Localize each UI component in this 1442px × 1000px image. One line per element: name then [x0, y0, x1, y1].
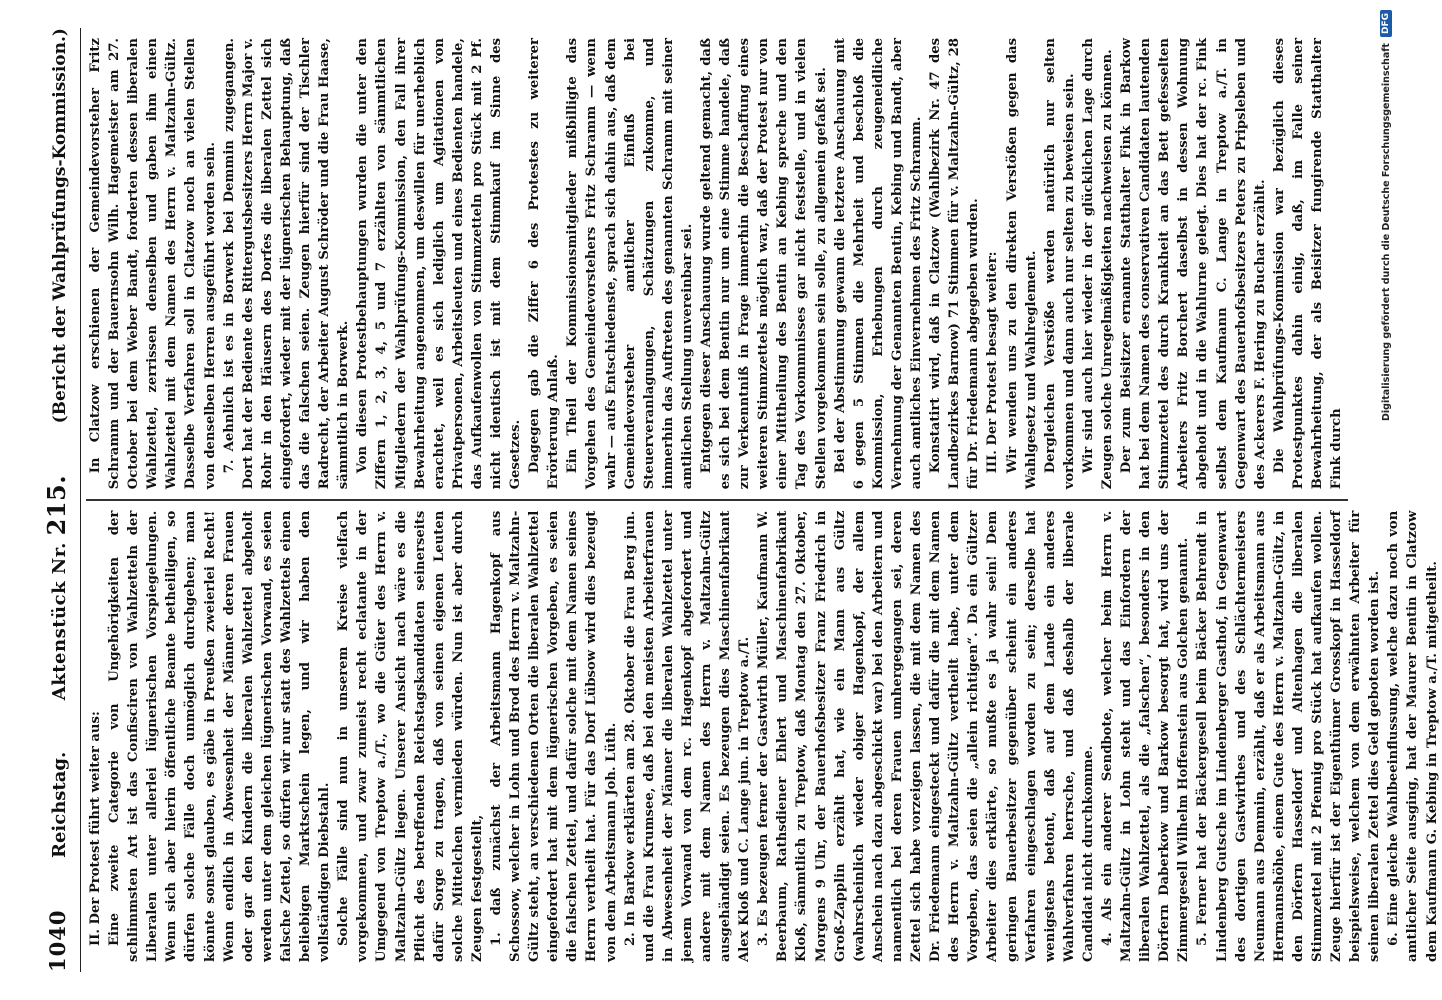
- digitization-credit: [1380, 10, 1392, 421]
- right-column: [86, 28, 1348, 499]
- column-divider: [86, 499, 1348, 500]
- header-right-title: (Bericht der Wahlprüfungs-Kommission.): [50, 28, 70, 424]
- paragraph: Wir wenden uns zu den direkten Verstößen gegen das Wahlgesetz und Wahlreglement.: [1004, 37, 1039, 490]
- paragraph: Eine zweite Categorie von Ungehörigkeiten der schlimmsten Art ist das Confisciren von Wahlzetteln der Liberalen unter allerlei lügnerischen Vorspiegelungen. Wenn sich aber hierin öffentliche Beamte betheiligen, so dürfen solche Fälle doch unmöglich durchgehen; man könnte sonst glauben, es gäbe in Preußen zweierlei Recht! Wenn endlich in Abwesenheit der Männer deren Frauen oder gar den Kindern die liberalen Wahlzettel abgeholt werden unter dem gleichen lügnerischen Vorwand, es seien falsche Zettel, so dürfen wir nur statt des Wahlzettels einen beliebigen Marktschein legen, und wir haben den vollständigen Diebstahl.: [107, 510, 333, 962]
- paragraph: 2. In Barkow erklärten am 28. Oktober die Frau Berg jun. und die Frau Krumsee, daß bei den meisten Arbeiterfrauen in Abwesenheit der Männer die liberalen Wahlzettel unter jenem Vorwand von dem rc. Hagenkopf abgefordert und andere mit dem Namen des Herrn v. Maltzahn-Gültz ausgehändigt seien. Es bezeugen dies Maschinenfabrikant Alex Kloß und C. Lange jun. in Treptow a./T.: [622, 510, 753, 962]
- paragraph: 6. Eine gleiche Wahlbeeinflussung, welche dazu noch von amtlicher Seite ausging, hat der Maurer Bentin in Clatzow dem Kaufmann G. Kebing in Treptow a./T. mitgetheilt.: [1386, 510, 1440, 962]
- credit-text: Digitalisierung gefördert durch die Deutsche Forschungsgemeinschaft: [1380, 43, 1392, 421]
- header-document-prefix: Aktenstück Nr.: [49, 542, 70, 701]
- paragraph: Dergleichen Verstöße werden natürlich nur selten vorkommen und dann auch nur selten zu beweisen sein.: [1042, 37, 1077, 490]
- paragraph: Dagegen gab die Ziffer 6 des Protestes zu weiterer Erörterung Anlaß.: [527, 37, 562, 490]
- page-header: [42, 28, 81, 972]
- header-document-number: [42, 475, 71, 700]
- paragraph: 7. Aehnlich ist es in Borwerk bei Demmin zugegangen. Dort hat der Bediente des Rittergutsbesitzers Herrn Major v. Rohr in den Häusern des Dorfes die liberalen Zettel sich eingefordert, wieder mit der lügnerischen Behauptung, daß das die falschen seien. Zeugen hierfür sind der Tischler Radrecht, der Arbeiter August Schröder und die Frau Haase, sämmtlich in Borwerk.: [221, 37, 352, 490]
- header-left-title: Reichstag.: [49, 751, 70, 859]
- paragraph: Von diesen Protestbehauptungen wurden die unter den Ziffern 1, 2, 3, 4, 5 und 7 erzählten von sämmtlichen Mitgliedern der Wahlprüfungs-Kommission, den Fall ihrer Bewahrheitung angenommen, um deswillen für unerheblich erachtet, weil es sich lediglich um Agitationen von Privatpersonen, Arbeitsleuten und eines Bedienten handele, das Aufkaufenwollen von Stimmzetteln pro Stück mit 2 Pf. nicht identisch ist mit dem Stimmkauf im Sinne des Gesetzes.: [355, 37, 524, 490]
- paragraph: Konstatirt wird, daß in Clatzow (Wahlbezirk Nr. 47 des Landbezirkes Barnow) 71 Stimmen für v. Maltzahn-Gültz, 28 für Dr. Friedemann abgegeben wurden.: [928, 37, 982, 490]
- left-column: [86, 501, 1440, 972]
- header-document-number-value: 215.: [42, 474, 71, 536]
- paragraph: Bei der Abstimmung gewann die letztere Anschauung mit 6 gegen 5 Stimmen die Mehrheit und beschloß die Kommission, Erhebungen durch zeugeneidliche Vernehmung der Genannten Bentin, Kebing und Bandt, aber auch amtliches Einvernehmen des Fritz Schramm.: [832, 37, 925, 490]
- paragraph: 5. Ferner hat der Bäckergesell beim Bäcker Behrendt in Lindenberg Gutsche im Lindenberger Gasthof, in Gegenwart des dortigen Gastwirthes und des Schlächtermeisters Neumann aus Demmin, erzählt, daß er als Arbeitsmann aus Hermannshöhe, einem Gute des Herrn v. Maltzahn-Gültz, in den Dörfern Hasseldorf und Altenhagen die liberalen Stimmzettel mit 2 Pfennig pro Stück hat aufkaufen wollen. Zeuge hierfür ist der Eigenthümer Grosskopf in Hasseldorf beispielsweise, welchem von dem erwähnten Arbeiter für seinen liberalen Zettel dies Geld geboten worden ist.: [1195, 510, 1383, 962]
- paragraph: Wir sind auch hier wieder in der glücklichen Lage durch Zeugen solche Unregelmäßigkeiten nachweisen zu können.: [1080, 37, 1115, 490]
- paragraph: Ein Theil der Kommissionsmitglieder mißbilligte das Vorgehen des Gemeindevorstehers Fritz Schramm — wenn wahr — aufs Entschiedenste, sprach sich dahin aus, daß dem Gemeindevorsteher amtlicher Einfluß bei Steuerveranlagungen, Schätzungen zukomme, und immerhin das Auftreten des genannten Schramm mit seiner amtlichen Stellung unvereinbar sei.: [565, 37, 695, 490]
- paragraph: Solche Fälle sind nun in unserem Kreise vielfach vorgekommen, und zwar zumeist recht eclatante in der Umgegend von Treptow a./T., wo die Güter des Herrn v. Maltzahn-Gültz liegen. Unserer Ansicht nach wäre es die Pflicht des betreffenden Reichstagskandidaten seinerseits dafür Sorge zu tragen, daß von seinen eigenen Leuten solche Mittelchen vermieden würden. Nun ist aber durch Zeugen festgestellt,: [336, 510, 485, 962]
- paragraph: III. Der Protest besagt weiter:: [985, 251, 1001, 474]
- paragraph: 4. Als ein anderer Sendbote, welcher beim Herrn v. Maltzahn-Gültz in Lohn steht und das Einfordern der liberalen Wahlzettel, als die „falschen“, besonders in den Dörfern Daberkow und Barkow besorgt hat, wird uns der Zimmergesell Wilhelm Hoffenstein aus Golchen genannt.: [1099, 510, 1192, 962]
- paragraph: In Clatzow erschienen der Gemeindevorsteher Fritz Schramm und der Bauernsohn Wilh. Hagemeister am 27. October bei dem Weber Bandt, forderten dessen liberalen Wahlzettel, zerrissen denselben und gaben ihm einen Wahlzettel mit dem Namen des Herrn v. Maltzahn-Gültz. Dasselbe Verfahren soll in Clatzow noch an vielen Stellen von denselben Herren ausgeführt worden sein.: [88, 37, 218, 490]
- paragraph: Entgegen dieser Anschauung wurde geltend gemacht, daß es sich bei dem Bentin nur um eine Stimme handele, daß zur Verkenntniß in Frage immerhin die Beschaffung eines weiteren Stimmzettels möglich war, daß der Protest nur von einer Mittheilung des Bentin an Kebing spreche und den Tag des Vorkommnisses gar nicht feststelle, und in vielen Stellen vorgekommen sein solle, zu allgemein gefaßt sei.: [699, 37, 829, 490]
- paragraph: Der zum Beisitzer ernannte Statthalter Fink in Barkow hat bei dem Namen des conservativen Candidaten lautenden Stimmzettel des durch Krankheit an das Bett gefesselten Arbeiters Fritz Borchert daselbst in dessen Wohnung abgeholt und in die Wahlurne gelegt. Dies hat der rc. Fink selbst dem Kaufmann C. Lange in Treptow a./T. in Gegenwart des Bauerhofsbesitzers Peters zu Pripsleben und des Ackerers F. Hering zu Buchar erzählt.: [1119, 37, 1268, 490]
- page-number: 1040: [45, 909, 70, 972]
- paragraph: 3. Es bezeugen ferner der Gastwirth Müller, Kaufmann W. Beerbaum, Rathsdiener Ehlert und Maschinenfabrikant Kloß, sämmtlich zu Treptow, daß Montag den 27. Oktober, Morgens 9 Uhr, der Bauerhofsbesitzer Franz Friedrich in Groß-Zapplin erzählt hat, wie ein Mann aus Gültz (wahrscheinlich wieder obiger Hagenkopf, der allem Anschein nach dazu abgeschickt war) bei den Arbeitern und namentlich bei deren Frauen umhergegangen sei, deren Zettel sich habe vorzeigen lassen, die mit dem Namen des Dr. Friedemann eingesteckt und dafür die mit dem Namen des Herrn v. Maltzahn-Gültz vertheilt habe, unter dem Vorgeben, das seien die „allein richtigen“. Da ein Gültzer Arbeiter dies erklärte, so mußte es ja wahr sein! Dem geringen Bauerbesitzer gegenüber scheint ein anderes Verfahren eingeschlagen worden zu sein; derselbe hat wenigstens betont, daß auf dem Lande ein anderes Wahlverfahren herrsche, und daß deshalb der liberale Candidat nicht durchkomme.: [756, 510, 1096, 962]
- dfg-logo-icon: DFG: [1380, 10, 1392, 37]
- paragraph: II. Der Protest führt weiter aus:: [88, 711, 103, 946]
- paragraph: 1. daß zunächst der Arbeitsmann Hagenkopf aus Schossow, welcher in Lohn und Brod des Herrn v. Maltzahn-Gültz steht, an verschiedenen Orten die liberalen Wahlzettel eingefordert hat mit dem lügnerischen Vorgeben, es seien die falschen Zettel, und dafür solche mit dem Namen seines Herrn vertheilt hat. Für das Dorf Lübsow wird dies bezeugt von dem Arbeitsmann Joh. Lüth.: [488, 510, 619, 962]
- paragraph: Die Wahlprüfungs-Kommission war bezüglich dieses Protestpunktes dahin einig, daß, im Falle seiner Bewahrheitung, der als Beisitzer fungirende Statthalter Fink durch: [1271, 37, 1345, 490]
